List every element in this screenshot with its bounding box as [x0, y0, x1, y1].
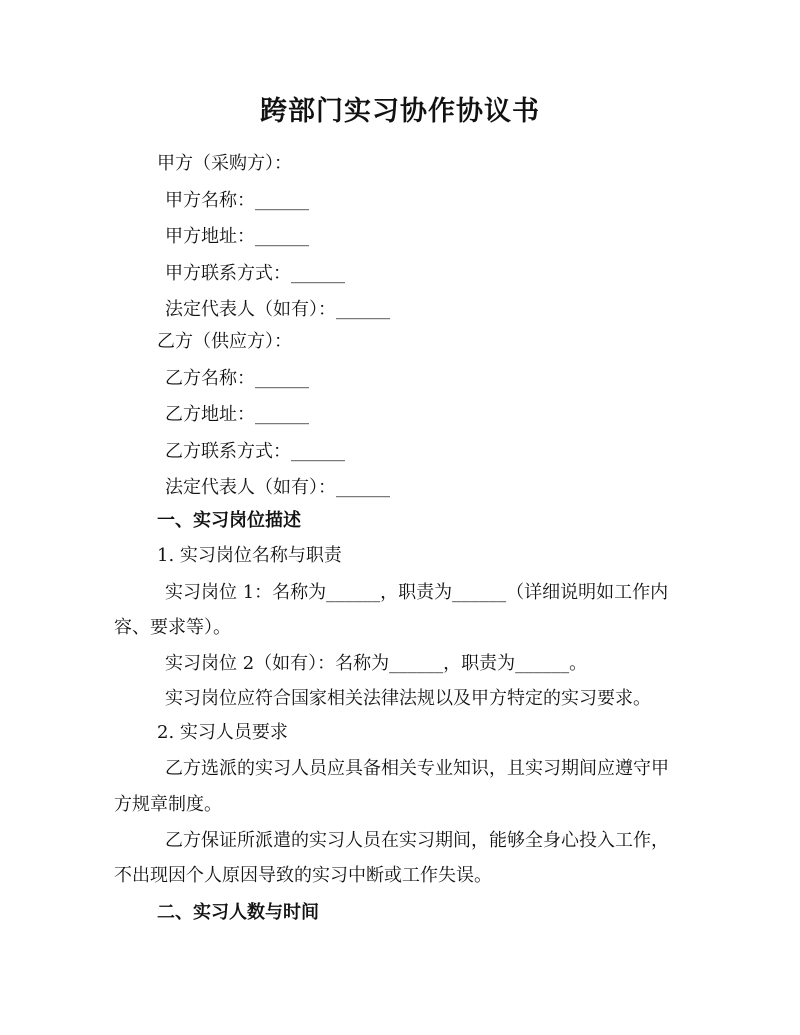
- post1-line1: 实习岗位 1：名称为______，职责为______（详细说明如工作内: [165, 582, 669, 603]
- party-a-representative: 法定代表人（如有）：______: [165, 299, 390, 320]
- party-a-heading: 甲方（采购方）：: [157, 153, 292, 174]
- post1-line2: 容、要求等）。: [114, 617, 231, 638]
- requirement2-line1: 乙方保证所派遣的实习人员在实习期间，能够全身心投入工作，: [165, 830, 669, 851]
- document-title: 跨部门实习协作协议书: [260, 96, 540, 127]
- compliance-line: 实习岗位应符合国家相关法律法规以及甲方特定的实习要求。: [165, 688, 651, 709]
- requirement2-line2: 不出现因个人原因导致的实习中断或工作失误。: [114, 865, 492, 886]
- section1-heading: 一、实习岗位描述: [157, 510, 301, 531]
- party-a-address: 甲方地址：______: [165, 226, 309, 247]
- requirement1-line1: 乙方选派的实习人员应具备相关专业知识，且实习期间应遵守甲: [165, 758, 669, 779]
- section2-heading: 二、实习人数与时间: [157, 902, 319, 923]
- party-b-heading: 乙方（供应方）：: [157, 331, 292, 352]
- party-a-name: 甲方名称：______: [165, 190, 309, 211]
- party-b-address: 乙方地址：______: [165, 404, 309, 425]
- section1-subheading-1: 1. 实习岗位名称与职责: [157, 545, 342, 566]
- party-b-representative: 法定代表人（如有）：______: [165, 477, 390, 498]
- party-b-contact: 乙方联系方式：______: [165, 441, 345, 462]
- post2-line: 实习岗位 2（如有）：名称为______，职责为______。: [165, 653, 588, 674]
- section1-subheading-2: 2. 实习人员要求: [157, 722, 288, 743]
- party-b-name: 乙方名称：______: [165, 368, 309, 389]
- requirement1-line2: 方规章制度。: [114, 794, 222, 815]
- party-a-contact: 甲方联系方式：______: [165, 263, 345, 284]
